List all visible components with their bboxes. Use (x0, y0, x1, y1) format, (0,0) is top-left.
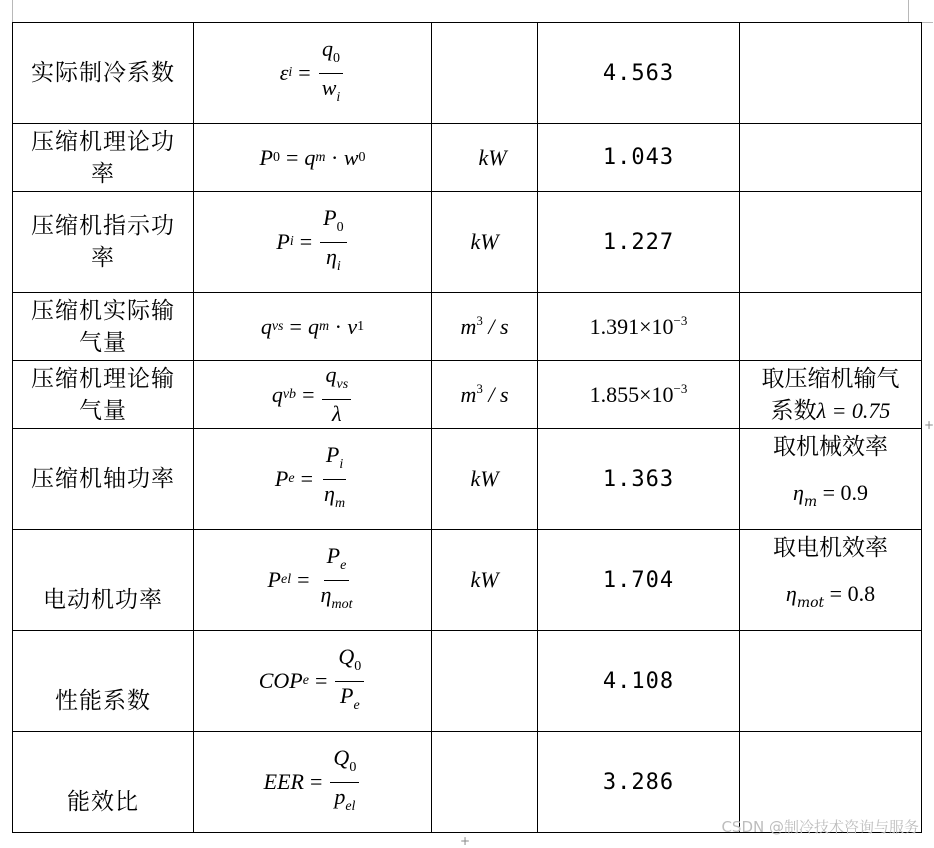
formula-symbol: P (259, 144, 273, 170)
unit-cell (432, 293, 538, 361)
formula-symbol: q (304, 144, 316, 170)
equals-sign: = (297, 567, 310, 592)
equals-sign: = (310, 769, 323, 794)
margin-guide (921, 22, 933, 23)
value-mantissa: 1.855×10 (589, 382, 674, 407)
watermark: CSDN @制冷技术咨询与服务 (721, 818, 919, 836)
fraction (318, 544, 356, 617)
denominator: P (339, 682, 354, 708)
formula-subscript: el (281, 572, 292, 587)
value-cell: 3.286 (538, 732, 740, 833)
value-cell: 1.227 (538, 192, 740, 293)
formula (259, 645, 367, 718)
formula-subscript: el (345, 798, 356, 814)
formula-subscript: e (340, 557, 347, 573)
formula-cell (194, 192, 432, 293)
note-symbol: λ = 0.75 (816, 397, 891, 423)
row-name-text: 压缩机实际输 (31, 297, 175, 324)
numerator: P (325, 441, 340, 467)
row-name-text: 能效比 (67, 789, 139, 815)
unit-cell (432, 631, 538, 732)
fraction (319, 37, 344, 110)
formula-subscript: 1 (357, 318, 365, 334)
row-name-text: 压缩机指示功 (31, 213, 175, 239)
add-column-icon[interactable]: + (924, 418, 934, 432)
row-name-text: 压缩机理论功 (31, 128, 175, 155)
unit-exponent: 3 (476, 313, 483, 328)
note-cell (740, 429, 922, 530)
formula-subscript: m (334, 495, 346, 511)
row-name-text: 压缩机轴功率 (31, 466, 175, 492)
table-row (13, 361, 922, 429)
note-cell (740, 192, 922, 293)
fraction (321, 443, 348, 516)
row-name-text: 气量 (79, 329, 127, 356)
note-text: 取压缩机输气 (761, 365, 900, 392)
formula-subscript: 0 (336, 219, 344, 235)
value-cell: 1.704 (538, 530, 740, 631)
equals-sign: = (285, 144, 299, 170)
value-cell (538, 293, 740, 361)
unit-cell: kW (432, 124, 538, 192)
note-subscript: m (803, 494, 818, 510)
unit-cell: kW (432, 530, 538, 631)
formula-symbol: w (343, 144, 359, 170)
formula-subscript: m (318, 318, 330, 334)
margin-guide (12, 0, 13, 22)
row-name-text: 性能系数 (55, 688, 151, 714)
table-row (13, 293, 922, 361)
numerator: P (323, 204, 337, 230)
table-row (13, 23, 922, 124)
formula-subscript: 0 (332, 50, 340, 66)
dot-operator: · (325, 144, 344, 170)
formula-symbol: P (274, 466, 289, 491)
formula-cell (194, 361, 432, 429)
formula-cell (194, 631, 432, 732)
dot-operator: · (329, 313, 348, 339)
add-row-icon[interactable]: + (460, 834, 471, 848)
unit-cell: kW (432, 192, 538, 293)
unit-rest: / s (482, 382, 509, 407)
numerator: Q (338, 643, 355, 669)
formula (280, 37, 346, 110)
denominator: η (320, 581, 332, 607)
row-name-text: 率 (91, 245, 115, 271)
row-name (13, 293, 194, 361)
value-cell (538, 361, 740, 429)
denominator: w (321, 74, 337, 100)
note-cell (740, 293, 922, 361)
formula-symbol: q (260, 313, 272, 339)
formula-cell (194, 23, 432, 124)
denominator: η (324, 480, 335, 506)
denominator: λ (332, 401, 342, 426)
equals-sign: = (289, 313, 302, 339)
formula-subscript: 0 (354, 658, 362, 674)
formula-symbol: COP (258, 668, 303, 693)
table-row (13, 192, 922, 293)
denominator: p (334, 783, 346, 809)
fraction (322, 363, 351, 426)
unit-rest: / s (482, 314, 509, 339)
row-name (13, 361, 194, 429)
unit-base: m (460, 382, 477, 407)
table-row (13, 631, 922, 732)
fraction (330, 746, 359, 819)
row-name (13, 429, 194, 530)
unit-cell (432, 361, 538, 429)
formula (264, 746, 362, 819)
note-cell (740, 361, 922, 429)
equals-sign: = (300, 466, 314, 491)
formula (276, 206, 348, 279)
formula-cell (194, 530, 432, 631)
formula-subscript: 0 (349, 759, 357, 775)
formula (272, 363, 353, 426)
numerator: q (321, 35, 333, 61)
note-value: = 0.9 (817, 480, 869, 505)
row-name (13, 732, 194, 833)
formula-symbol: ε (279, 60, 289, 85)
formula-cell (194, 293, 432, 361)
row-name (13, 23, 194, 124)
formula-symbol: v (347, 313, 358, 339)
numerator: P (326, 542, 341, 568)
formula-cell (194, 429, 432, 530)
formula-symbol: EER (263, 769, 304, 794)
formula (268, 544, 358, 617)
unit-cell (432, 23, 538, 124)
formula-symbol: q (271, 381, 283, 407)
unit-cell: kW (432, 429, 538, 530)
formula-subscript: e (353, 697, 360, 713)
row-name-text: 率 (91, 160, 115, 187)
note-cell (740, 124, 922, 192)
value-exponent: −3 (673, 381, 688, 396)
row-name (13, 124, 194, 192)
note-cell (740, 23, 922, 124)
formula-symbol: P (267, 567, 281, 592)
note-symbol: η (792, 480, 804, 505)
value-cell: 4.563 (538, 23, 740, 124)
formula-subscript: i (336, 89, 341, 105)
note-text: 系数 (770, 397, 817, 424)
formula-subscript: m (315, 149, 326, 165)
denominator: η (325, 243, 337, 269)
formula-subscript: vs (271, 318, 284, 334)
formula-cell (194, 732, 432, 833)
unit-exponent: 3 (476, 381, 483, 396)
formula-cell (194, 124, 432, 192)
row-name (13, 631, 194, 732)
formula-subscript: mot (331, 596, 353, 612)
note-value: = 0.8 (824, 581, 876, 606)
formula-symbol: q (307, 313, 319, 339)
note-cell (740, 631, 922, 732)
formula-subscript: i (289, 234, 294, 249)
table-row (13, 530, 922, 631)
row-name-text: 实际制冷系数 (31, 60, 175, 86)
formula-symbol: P (276, 229, 290, 254)
fraction (335, 645, 364, 718)
unit-base: m (460, 314, 477, 339)
formula-subscript: i (288, 65, 293, 80)
equals-sign: = (299, 229, 313, 254)
value-mantissa: 1.391×10 (589, 314, 674, 339)
formula-subscript: e (288, 471, 295, 486)
note-subscript: mot (796, 595, 825, 611)
calculation-table (12, 22, 922, 833)
formula (259, 145, 365, 171)
formula-subscript: i (336, 258, 341, 274)
formula (275, 443, 350, 516)
numerator: Q (333, 744, 350, 770)
equals-sign: = (302, 381, 315, 407)
row-name (13, 192, 194, 293)
value-cell: 1.363 (538, 429, 740, 530)
table-row (13, 429, 922, 530)
note-symbol: η (785, 581, 797, 606)
value-cell: 1.043 (538, 124, 740, 192)
formula-subscript: e (302, 673, 309, 688)
formula-subscript: 0 (358, 149, 366, 165)
margin-guide (908, 0, 909, 22)
row-name (13, 530, 194, 631)
formula-subscript: vb (282, 386, 297, 402)
row-name-text: 电动机功率 (43, 587, 163, 613)
row-name-text: 气量 (79, 397, 127, 424)
formula-subscript: i (339, 456, 344, 472)
value-cell: 4.108 (538, 631, 740, 732)
row-name-text: 压缩机理论输 (31, 365, 175, 392)
value-exponent: −3 (673, 313, 688, 328)
table-row (13, 124, 922, 192)
numerator: q (325, 362, 337, 387)
unit-cell (432, 732, 538, 833)
equals-sign: = (298, 60, 311, 85)
formula-subscript: vs (336, 377, 349, 392)
note-text: 取机械效率 (773, 434, 888, 460)
fraction (320, 206, 346, 279)
formula (261, 314, 364, 340)
equals-sign: = (314, 668, 328, 693)
note-cell (740, 530, 922, 631)
note-text: 取电机效率 (773, 535, 888, 561)
formula-subscript: 0 (272, 149, 280, 165)
